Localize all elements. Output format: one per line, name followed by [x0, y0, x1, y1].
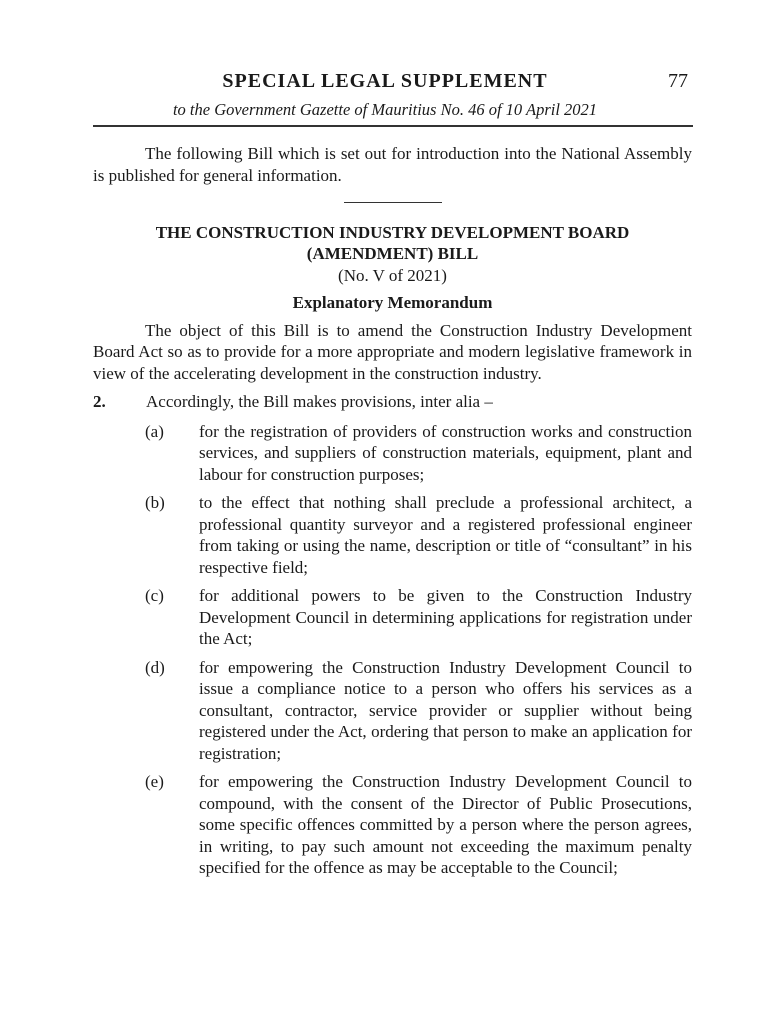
list-item-label: (b) — [145, 493, 165, 512]
paragraph-2-number: 2. — [93, 392, 106, 411]
paragraph-2 — [93, 391, 692, 413]
list-item-text: for additional powers to be given to the Construction Industry Development Council in determining applications for registration under the Act; — [199, 586, 692, 648]
bill-title-line2: (AMENDMENT) BILL — [306, 244, 479, 263]
list-item-label: (a) — [145, 421, 164, 441]
supplement-title: SPECIAL LEGAL SUPPLEMENT — [222, 70, 548, 92]
document-body — [93, 143, 692, 879]
list-item-text: for empowering the Construction Industry Development Council to issue a compliance notice to a person who offers his services as a consultant, contractor, service provider or supplier without being registered under the Act, ordering that person to make an application for registration; — [199, 657, 692, 763]
provision-list — [93, 421, 692, 879]
list-item — [93, 657, 692, 765]
bill-number: (No. V of 2021) — [338, 265, 447, 285]
header-rule — [93, 125, 693, 127]
list-item — [93, 771, 692, 879]
separator-line — [93, 190, 692, 212]
list-item-label: (d) — [145, 657, 165, 677]
paragraph-2-text: Accordingly, the Bill makes provisions, inter alia – — [146, 392, 493, 411]
list-item — [93, 492, 692, 578]
memo-heading: Explanatory Memorandum — [292, 293, 493, 312]
paragraph-1: The object of this Bill is to amend the Construction Industry Development Board Act so as to provide for a more appropriate and modern legislative framework in view of the accelerating development in the construction industry. — [93, 320, 692, 383]
page-number: 77 — [668, 70, 688, 92]
list-item-label: (e) — [145, 772, 164, 791]
bill-title-line1: THE CONSTRUCTION INDUSTRY DEVELOPMENT BOARD — [155, 222, 630, 242]
list-item-label: (c) — [145, 586, 164, 605]
list-item-text: for empowering the Construction Industry Development Council to compound, with the consent of the Director of Public Prosecutions, some specific offences committed by a person where the person agrees, in writing, to pay such amount not exceeding the maximum penalty specified for the offence as may be acceptable to the Council; — [199, 772, 692, 877]
list-item — [93, 421, 692, 486]
list-item — [93, 585, 692, 650]
list-item-text: to the effect that nothing shall preclude a professional architect, a professional quantity surveyor and a registered professional engineer from taking or using the name, description or title of “consultant” in his respective field; — [199, 493, 692, 577]
gazette-subtitle: to the Government Gazette of Mauritius No. 46 of 10 April 2021 — [172, 100, 598, 119]
list-item-text: for the registration of providers of construction works and construction services, and suppliers of construction materials, equipment, plant and labour for construction purposes; — [199, 421, 692, 484]
intro-paragraph: The following Bill which is set out for introduction into the National Assembly is published for general information. — [93, 144, 692, 185]
